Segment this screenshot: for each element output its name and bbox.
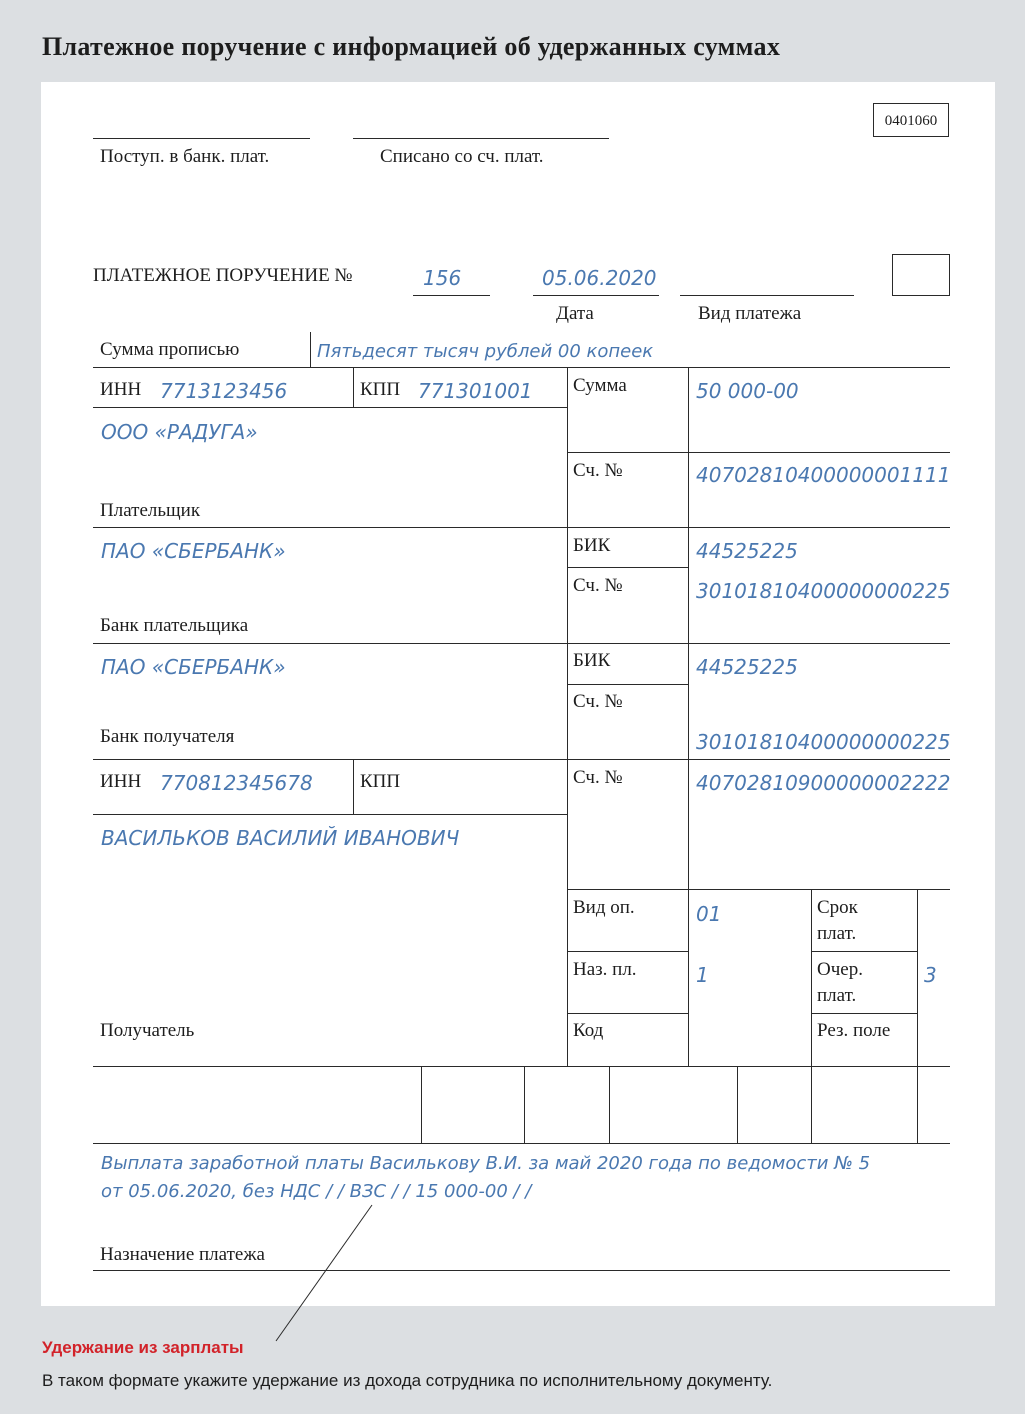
priority-value: 3	[924, 963, 937, 987]
order-date: 05.06.2020	[542, 266, 657, 290]
recipient-kpp-label: КПП	[360, 771, 401, 792]
recipient-bank-bik: 44525225	[696, 655, 798, 679]
order-number: 156	[423, 266, 462, 290]
recipient-bank-bik-label: БИК	[573, 650, 611, 671]
callout-text: В таком формате укажите удержание из дохода сотрудника по исполнительному документу.	[42, 1371, 773, 1390]
purpose-label: Назначение платежа	[100, 1244, 265, 1265]
op-type-value: 01	[696, 902, 722, 926]
payer-bank-account: 30101810400000000225	[696, 579, 951, 603]
payer-name: ООО «РАДУГА»	[101, 420, 258, 444]
page-title: Платежное поручение с информацией об удержанных суммах	[42, 32, 781, 61]
reserve-label: Рез. поле	[817, 1020, 891, 1041]
debited-label: Списано со сч. плат.	[380, 146, 544, 167]
payer-inn-label: ИНН	[100, 379, 142, 400]
payer-inn: 7713123456	[160, 379, 288, 403]
form-code-box: 0401060	[873, 103, 949, 137]
recipient-bank-name: ПАО «СБЕРБАНК»	[101, 655, 286, 679]
payer-bank-bik: 44525225	[696, 539, 798, 563]
recipient-inn: 770812345678	[160, 771, 313, 795]
recipient-bank-account-label: Сч. №	[573, 691, 623, 712]
received-label: Поступ. в банк. плат.	[100, 146, 270, 167]
purpose-type-label: Наз. пл.	[573, 959, 637, 980]
date-label: Дата	[556, 303, 594, 324]
payer-kpp-label: КПП	[360, 379, 401, 400]
payer-bank-name: ПАО «СБЕРБАНК»	[101, 539, 286, 563]
amount-words-value: Пятьдесят тысяч рублей 00 копеек	[317, 341, 654, 362]
purpose-line-1: Выплата заработной платы Василькову В.И. за май 2020 года по ведомости № 5	[101, 1153, 871, 1174]
recipient-bank-label: Банк получателя	[100, 726, 235, 747]
term-label-2: плат.	[817, 923, 857, 944]
amount-label: Сумма	[573, 375, 627, 396]
order-title: ПЛАТЕЖНОЕ ПОРУЧЕНИЕ №	[93, 265, 353, 286]
priority-label-2: плат.	[817, 985, 857, 1006]
priority-label-1: Очер.	[817, 959, 863, 980]
payment-type-label: Вид платежа	[698, 303, 802, 324]
recipient-label: Получатель	[100, 1020, 195, 1041]
payer-account-label: Сч. №	[573, 460, 623, 481]
code-label: Код	[573, 1020, 604, 1041]
recipient-inn-label: ИНН	[100, 771, 142, 792]
term-label-1: Срок	[817, 897, 858, 918]
purpose-line-2: от 05.06.2020, без НДС / / ВЗС / / 15 000-00 / /	[101, 1181, 532, 1202]
payer-kpp: 771301001	[418, 379, 533, 403]
amount-value: 50 000-00	[696, 379, 799, 403]
recipient-name: ВАСИЛЬКОВ ВАСИЛИЙ ИВАНОВИЧ	[101, 826, 460, 850]
amount-words-label: Сумма прописью	[100, 339, 240, 360]
recipient-bank-account: 30101810400000000225	[696, 730, 951, 754]
recipient-account: 40702810900000002222	[696, 771, 951, 795]
payer-bank-account-label: Сч. №	[573, 575, 623, 596]
callout-title: Удержание из зарплаты	[42, 1338, 244, 1357]
payer-account: 40702810400000001111	[696, 463, 951, 487]
payer-bank-bik-label: БИК	[573, 535, 611, 556]
payer-bank-label: Банк плательщика	[100, 615, 249, 636]
payer-label: Плательщик	[100, 500, 201, 521]
recipient-account-label: Сч. №	[573, 767, 623, 788]
op-type-label: Вид оп.	[573, 897, 635, 918]
purpose-type-value: 1	[696, 963, 709, 987]
